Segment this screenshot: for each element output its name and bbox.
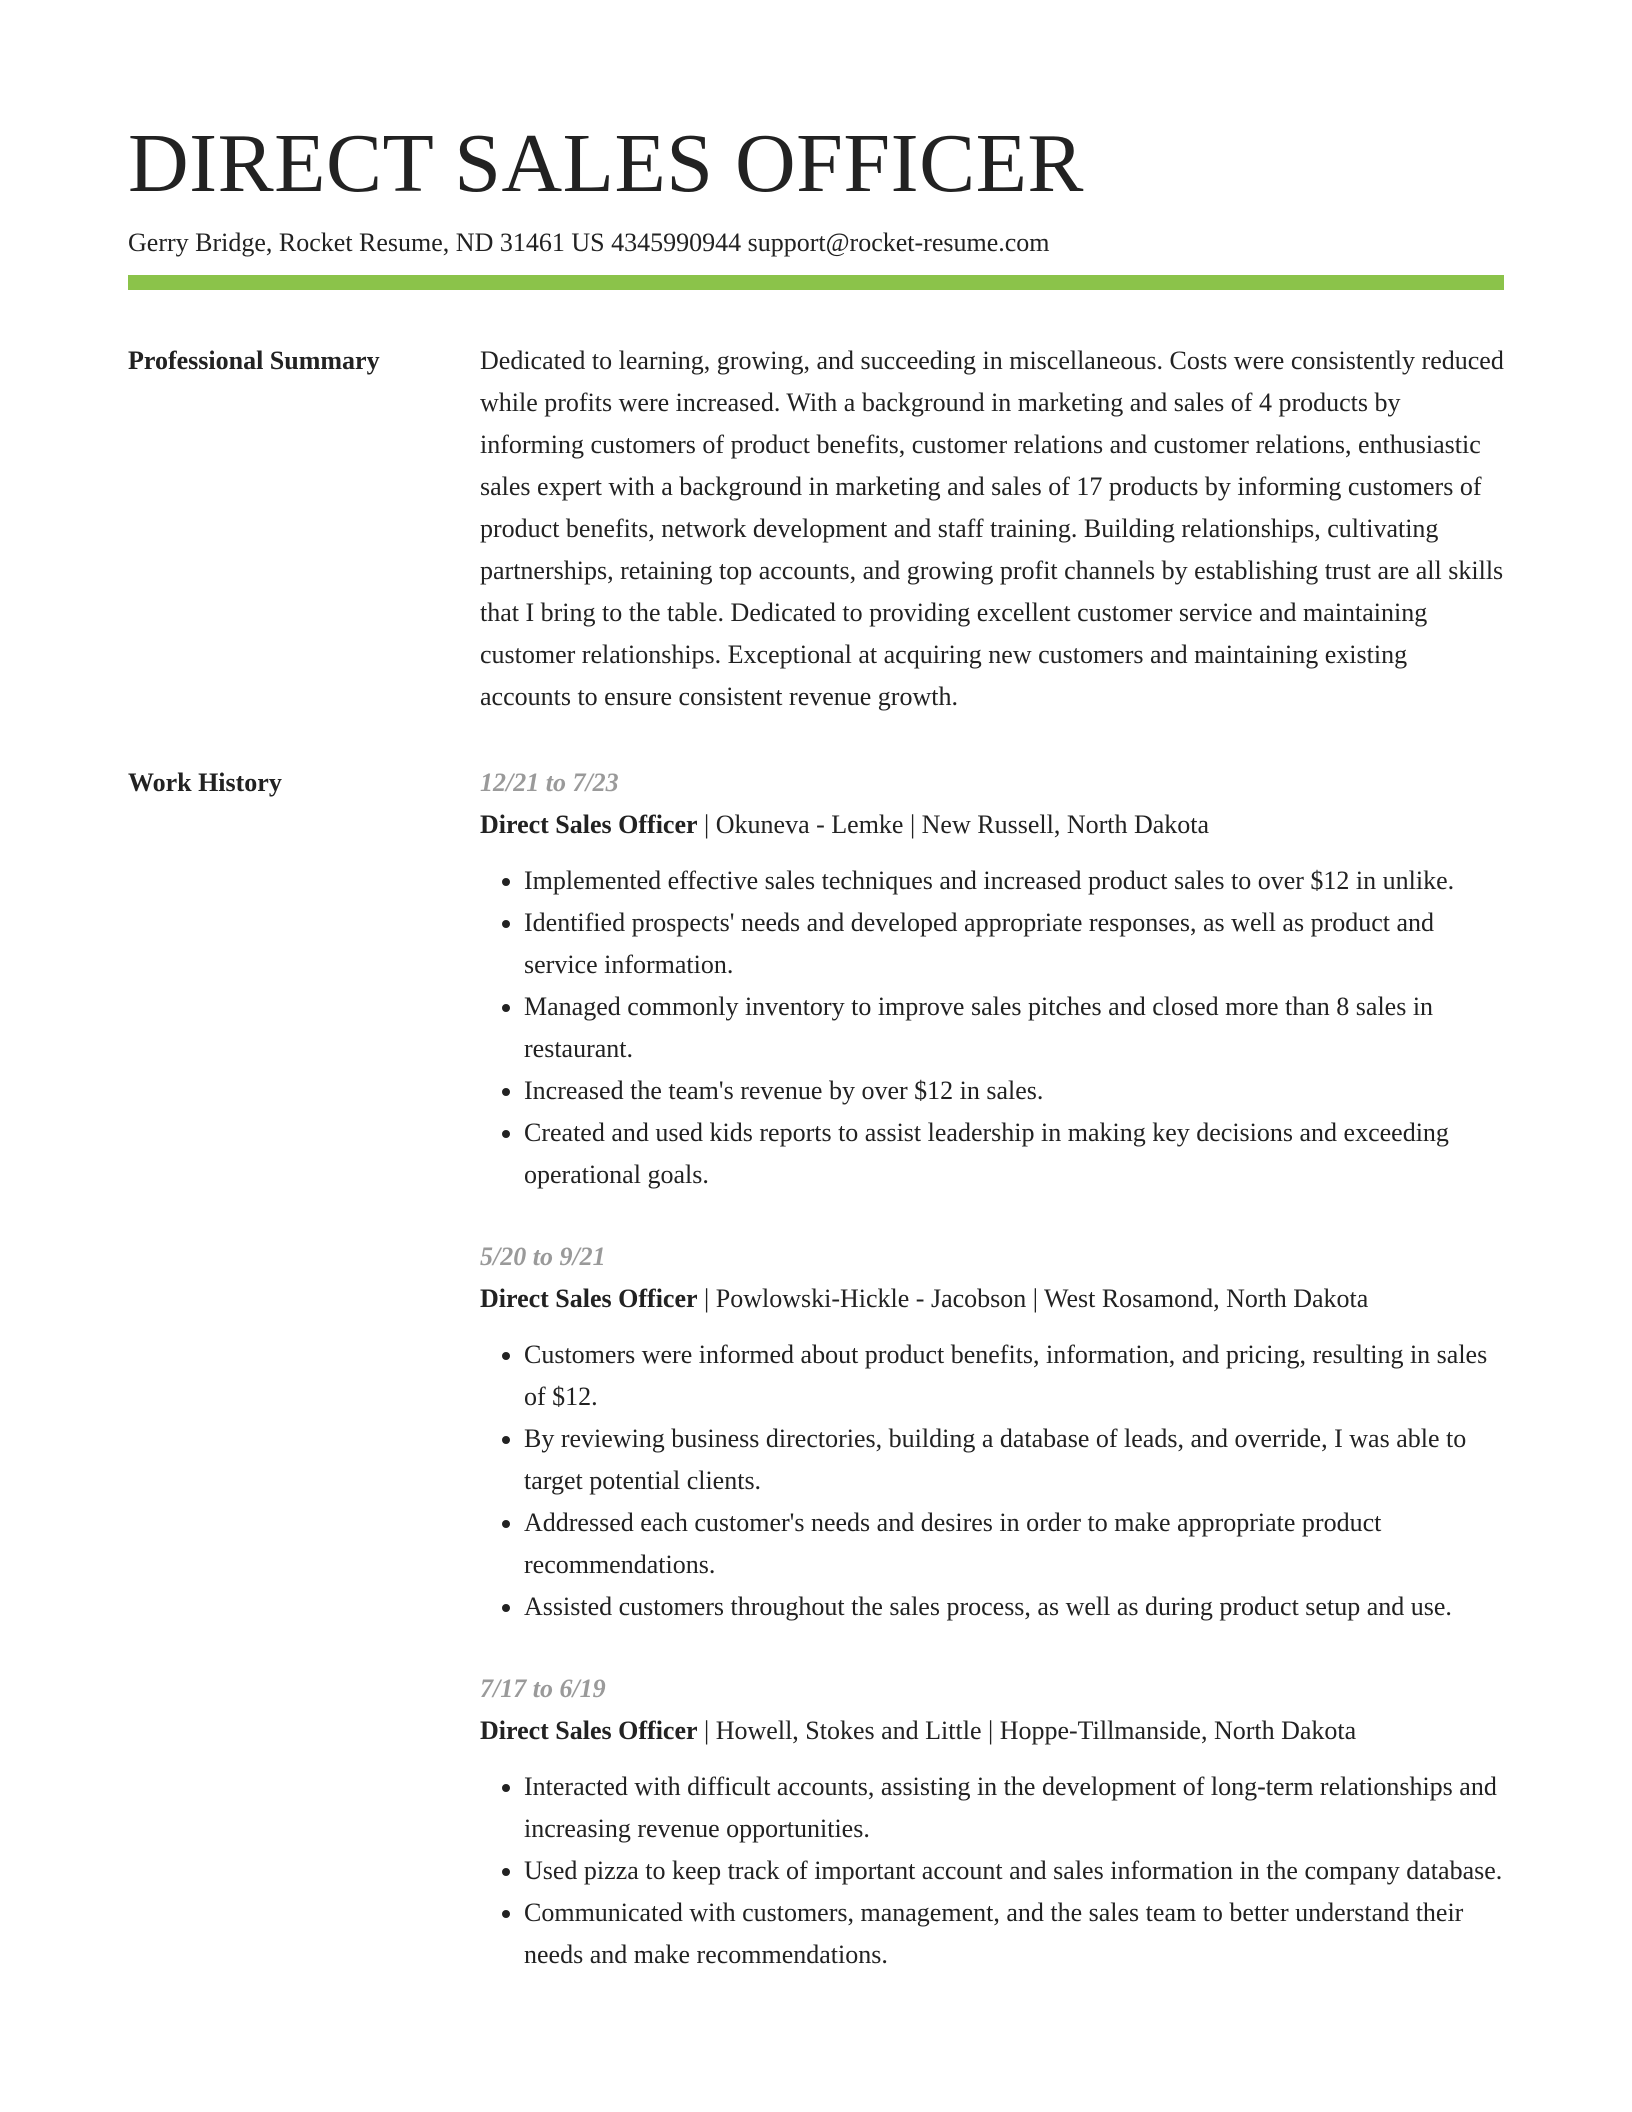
- job-dates: 5/20 to 9/21: [480, 1242, 606, 1272]
- job-heading: [480, 804, 1504, 846]
- job-details: | Powlowski-Hickle - Jacobson | West Rosamond, North Dakota: [697, 1284, 1369, 1314]
- job-bullet: • Managed commonly inventory to improve sales pitches and closed more than 8 sales in restaurant.: [524, 986, 1504, 1070]
- summary-text: Dedicated to learning, growing, and succeeding in miscellaneous. Costs were consistently reduced while profits were increased. With a background in marketing and sales of 4 products by informing customers of product benefits, customer relations and customer relations, enthusiastic sales expert with a background in marketing and sales of 17 products by informing customers of product benefits, network development and staff training. Building relationships, cultivating partnerships, retaining top accounts, and growing profit channels by establishing trust are all skills that I bring to the table. Dedicated to providing excellent customer service and maintaining customer relationships. Exceptional at acquiring new customers and maintaining existing accounts to ensure consistent revenue growth.: [480, 346, 1504, 712]
- job-dates: 7/17 to 6/19: [480, 1674, 606, 1704]
- job-details: | Howell, Stokes and Little | Hoppe-Tillmanside, North Dakota: [697, 1716, 1357, 1746]
- resume-page: [128, 118, 1504, 2016]
- job-bullet: • Customers were informed about product benefits, information, and pricing, resulting in sales of $12.: [524, 1334, 1504, 1418]
- job-bullet: • Created and used kids reports to assist leadership in making key decisions and exceeding operational goals.: [524, 1112, 1504, 1196]
- work-history-list: [480, 762, 1504, 2016]
- job-entry: [480, 1668, 1504, 1976]
- job-bullet: • Increased the team's revenue by over $12 in sales.: [524, 1070, 1504, 1112]
- summary-section: [128, 340, 1504, 718]
- job-bullets: [480, 1334, 1504, 1628]
- job-title: Direct Sales Officer: [480, 810, 698, 840]
- work-history-section: [128, 762, 1504, 2016]
- job-title: Direct Sales Officer: [480, 1284, 698, 1314]
- job-entry: [480, 1236, 1504, 1628]
- job-bullets: [480, 1766, 1504, 1976]
- job-title: Direct Sales Officer: [480, 1716, 698, 1746]
- job-bullet: • Interacted with difficult accounts, assisting in the development of long-term relationships and increasing revenue opportunities.: [524, 1766, 1504, 1850]
- contact-line: Gerry Bridge, Rocket Resume, ND 31461 US 4345990944 support@rocket-resume.com: [128, 228, 1050, 258]
- job-bullet: • By reviewing business directories, building a database of leads, and override, I was able to target potential clients.: [524, 1418, 1504, 1502]
- job-bullet: • Addressed each customer's needs and desires in order to make appropriate product recommendations.: [524, 1502, 1504, 1586]
- job-heading: [480, 1278, 1504, 1320]
- job-heading: [480, 1710, 1504, 1752]
- resume-name-heading: DIRECT SALES OFFICER: [128, 117, 1084, 210]
- job-dates: 12/21 to 7/23: [480, 768, 619, 798]
- job-bullet: • Communicated with customers, management, and the sales team to better understand their needs and make recommendations.: [524, 1892, 1504, 1976]
- job-bullet: • Identified prospects' needs and developed appropriate responses, as well as product and service information.: [524, 902, 1504, 986]
- job-details: | Okuneva - Lemke | New Russell, North Dakota: [697, 810, 1210, 840]
- job-bullet: • Used pizza to keep track of important account and sales information in the company database.: [524, 1850, 1504, 1892]
- summary-section-title: Professional Summary: [128, 346, 380, 376]
- work-history-section-title: Work History: [128, 768, 282, 798]
- job-bullet: • Implemented effective sales techniques and increased product sales to over $12 in unlike.: [524, 860, 1504, 902]
- job-bullets: [480, 860, 1504, 1196]
- job-bullet: • Assisted customers throughout the sales process, as well as during product setup and use.: [524, 1586, 1504, 1628]
- accent-divider: [128, 275, 1504, 290]
- job-entry: [480, 762, 1504, 1196]
